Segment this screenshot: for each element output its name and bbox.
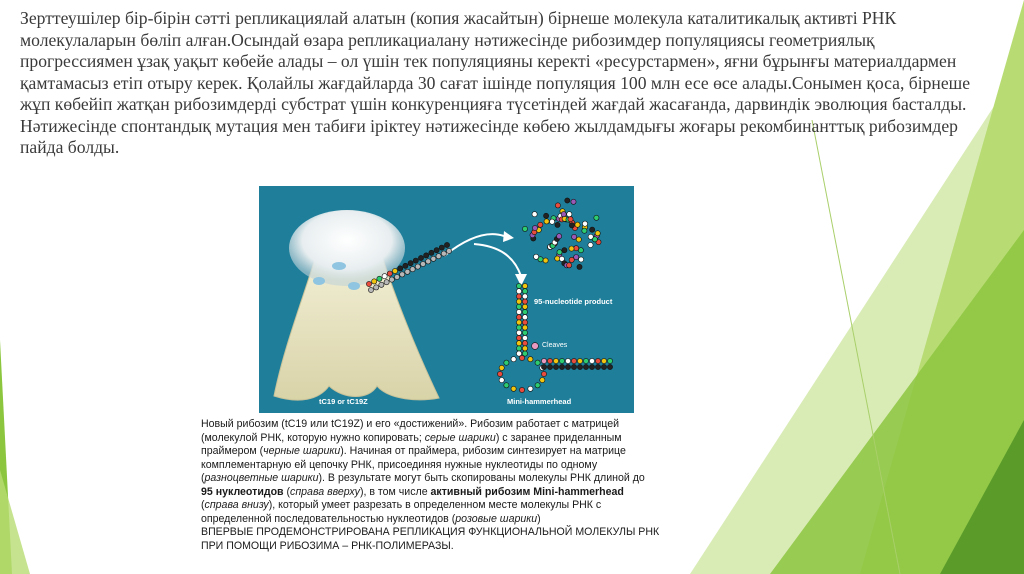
rna-bead: [431, 256, 436, 261]
rna-bead: [541, 371, 546, 376]
rna-bead: [582, 228, 587, 233]
rna-bead: [588, 242, 593, 247]
rna-bead: [522, 226, 527, 231]
caption-text: определенной последовательностью нуклеотидов (: [201, 512, 456, 525]
rna-bead: [516, 315, 521, 320]
rna-bead: [541, 358, 546, 363]
rna-bead: [532, 343, 539, 350]
rna-bead: [543, 258, 548, 263]
rna-bead: [528, 386, 533, 391]
rna-bead: [379, 282, 384, 287]
rna-bead: [410, 267, 415, 272]
caption-caps: ВПЕРВЫЕ ПРОДЕМОНСТРИРОВАНА РЕПЛИКАЦИЯ ФУНКЦИОНАЛЬНОЙ МОЛЕКУЛЫ РНК: [201, 526, 660, 538]
rna-bead: [577, 364, 582, 369]
rna-bead: [504, 383, 509, 388]
rna-bead: [571, 358, 576, 363]
rna-bead: [607, 364, 612, 369]
rna-bead: [565, 198, 570, 203]
caption-line: [201, 513, 691, 527]
caption-line: [201, 540, 691, 554]
caption-text: ), в том числе: [359, 485, 431, 498]
caption-italic: розовые шарики: [455, 512, 538, 525]
caption-text: (: [283, 485, 291, 498]
caption-text: (молекулой РНК, которую нужно копировать;: [201, 431, 425, 444]
rna-bead: [516, 283, 521, 288]
rna-bead: [444, 242, 449, 247]
rna-bead: [522, 330, 527, 335]
caption-text: ), который умеет разрезать в определенном месте молекулы РНК с: [268, 499, 602, 511]
caption-italic: справа вверху: [290, 485, 360, 498]
rna-bead: [522, 341, 527, 346]
rna-bead: [557, 234, 562, 239]
rna-bead: [540, 378, 545, 383]
rna-bead: [504, 360, 509, 365]
rna-bead: [400, 272, 405, 277]
main-paragraph: Зерттеушілер бір-бірін сәтті репликациялай алатын (копия жасайтын) бірнеше молекула каталитикалық активті РНК молекулаларын бөліп алған.Осындай өзара репликациалану нәтижесінде рибозимдер популяциясы геометриялық прогрессиямен ұзақ уақыт көбейе алады – ол үшін тек популяцияны керекті «ресурстармен», яғни бұрынғы материалдармен қамтамасыз етіп отыру керек. Қолайлы жағдайларда 30 сағат ішінде популяция 100 млн есе өсе алады.Сонымен қоса, бірнеше жұп көбейіп жатқан рибозимдерді субстрат үшін конкуренцияға түсетіндей жағдай жасағанда, дарвиндік эволюция басталды. Нәтижесінде спонтандық мутация мен табиғи іріктеу нәтижесінде көбею жылдамдығы жоғары рекомбинанттық рибозимдер пайда болды.: [20, 8, 971, 157]
arrow-to-product: [444, 234, 504, 256]
caption-text: ). В результате могут быть скопированы молекулы РНК длиной до: [318, 472, 645, 484]
arrow-head: [503, 231, 514, 242]
rna-bead: [516, 320, 521, 325]
caption-bold: активный рибозим Mini-hammerhead: [430, 485, 624, 498]
rna-bead: [557, 250, 562, 255]
rna-bead: [511, 357, 516, 362]
rna-bead: [562, 248, 567, 253]
rna-bead: [522, 299, 527, 304]
rna-bead: [528, 357, 533, 362]
rna-bead: [368, 287, 373, 292]
rna-bead: [374, 285, 379, 290]
rna-bead: [516, 299, 521, 304]
rna-bead: [577, 358, 582, 363]
caption-text: праймером (: [201, 445, 264, 457]
rna-bead: [589, 364, 594, 369]
rna-bead: [403, 263, 408, 268]
facet-left-light: [0, 470, 30, 574]
rna-bead: [569, 223, 574, 228]
caption-line: [201, 432, 691, 446]
rna-bead: [413, 258, 418, 263]
rna-bead: [382, 274, 387, 279]
rna-bead: [405, 269, 410, 274]
rna-bead: [436, 254, 441, 259]
rna-bead: [550, 219, 555, 224]
ribozyme-illustration: [259, 186, 634, 413]
rna-bead: [541, 364, 546, 369]
rna-bead: [516, 309, 521, 314]
rna-bead: [522, 309, 527, 314]
rna-bead: [569, 257, 574, 262]
rna-bead: [574, 246, 579, 251]
rna-bead: [499, 365, 504, 370]
rna-bead: [577, 264, 582, 269]
rna-bead: [516, 341, 521, 346]
rna-bead: [522, 283, 527, 288]
rna-bead: [579, 257, 584, 262]
figure-caption: [201, 418, 691, 553]
rna-bead: [389, 277, 394, 282]
rna-bead: [544, 213, 549, 218]
rna-bead: [429, 250, 434, 255]
rna-bead: [394, 274, 399, 279]
rna-bead: [522, 346, 527, 351]
rna-bead: [516, 289, 521, 294]
rna-bead: [519, 387, 524, 392]
rna-bead: [589, 358, 594, 363]
rna-bead: [561, 212, 566, 217]
caption-line: [201, 418, 691, 432]
pocket: [313, 277, 325, 285]
rna-bead: [516, 330, 521, 335]
rna-bead: [420, 261, 425, 266]
caption-text: ). Начиная от праймера, рибозим синтезирует на матрице: [340, 445, 626, 457]
rna-bead: [511, 386, 516, 391]
caption-italic: серые шарики: [424, 431, 496, 444]
rna-bead: [446, 248, 451, 253]
caption-italic: разноцветные шарики: [204, 472, 319, 484]
rna-bead: [594, 215, 599, 220]
rna-bead: [519, 355, 524, 360]
rna-bead: [398, 266, 403, 271]
rna-bead: [535, 383, 540, 388]
caption-text: ): [537, 512, 541, 525]
rna-bead: [572, 234, 577, 239]
caption-line: [201, 526, 691, 540]
rna-bead: [583, 358, 588, 363]
rna-bead: [516, 304, 521, 309]
rna-bead: [565, 358, 570, 363]
rna-bead: [559, 358, 564, 363]
rna-bead: [567, 212, 572, 217]
rna-bead: [499, 378, 504, 383]
caption-line: [201, 445, 691, 459]
caption-bold: 95 нуклеотидов: [201, 485, 284, 498]
caption-text: ) с заранее приделанным: [495, 431, 622, 444]
rna-bead: [590, 227, 595, 232]
rna-bead: [522, 335, 527, 340]
label-product: 95-nucleotide product: [534, 297, 613, 306]
rna-bead: [582, 221, 587, 226]
rna-bead: [439, 245, 444, 250]
rna-bead: [497, 371, 502, 376]
rna-bead: [387, 271, 392, 276]
rna-bead: [538, 222, 543, 227]
rna-bead: [555, 222, 560, 227]
rna-bead: [377, 276, 382, 281]
rna-bead: [522, 294, 527, 299]
rna-bead: [532, 225, 537, 230]
rna-bead: [418, 255, 423, 260]
rna-bead: [575, 222, 580, 227]
rna-bead: [595, 364, 600, 369]
rna-bead: [568, 217, 573, 222]
pocket: [348, 282, 360, 290]
caption-italic: черные шарики: [263, 445, 341, 457]
rna-bead: [516, 325, 521, 330]
rna-bead: [535, 360, 540, 365]
rna-bead: [565, 364, 570, 369]
rna-bead: [571, 364, 576, 369]
label-hammerhead: Mini-hammerhead: [507, 397, 572, 406]
rna-bead: [516, 346, 521, 351]
ribozyme-figure: [259, 186, 634, 413]
rna-bead: [569, 246, 574, 251]
rna-bead: [534, 254, 539, 259]
caption-line: [201, 459, 691, 473]
rna-bead: [547, 364, 552, 369]
rna-bead: [424, 253, 429, 258]
rna-bead: [595, 358, 600, 363]
rna-bead: [583, 364, 588, 369]
rna-bead: [441, 251, 446, 256]
rna-bead: [522, 304, 527, 309]
rna-bead: [555, 203, 560, 208]
rna-bead: [522, 320, 527, 325]
caption-italic: справа внизу: [204, 499, 269, 511]
rna-bead: [544, 219, 549, 224]
rna-bead: [567, 263, 572, 268]
rna-bead: [588, 234, 593, 239]
label-cleaves: Cleaves: [542, 342, 568, 349]
rna-bead: [408, 261, 413, 266]
rna-bead: [601, 358, 606, 363]
rna-bead: [571, 199, 576, 204]
rna-bead: [372, 279, 377, 284]
label-ribozyme: tC19 or tC19Z: [319, 397, 368, 406]
caption-caps: ПРИ ПОМОЩИ РИБОЗИМА – РНК-ПОЛИМЕРАЗЫ.: [201, 539, 454, 552]
rna-bead: [366, 281, 371, 286]
caption-text: комплементарную ей цепочку РНК, присоединяя нужные нуклеотиды по одному: [201, 458, 598, 471]
rna-bead: [522, 325, 527, 330]
rna-bead: [434, 248, 439, 253]
rna-bead: [516, 335, 521, 340]
caption-line: [201, 499, 691, 513]
rna-bead: [522, 289, 527, 294]
arrow-to-hammerhead: [474, 244, 521, 276]
rna-bead: [547, 358, 552, 363]
rna-bead: [415, 264, 420, 269]
rna-bead: [384, 280, 389, 285]
rna-bead: [516, 294, 521, 299]
rna-bead: [532, 212, 537, 217]
rna-bead: [576, 237, 581, 242]
pocket: [332, 262, 346, 270]
rna-bead: [553, 358, 558, 363]
rna-bead: [392, 268, 397, 273]
rna-bead: [559, 364, 564, 369]
rna-bead: [553, 364, 558, 369]
rna-bead: [522, 315, 527, 320]
caption-text: (: [201, 472, 205, 484]
caption-text: Новый рибозим (tC19 или tC19Z) и его «достижений». Рибозим работает с матрицей: [201, 418, 620, 430]
rna-bead: [601, 364, 606, 369]
caption-text: (: [201, 499, 205, 511]
caption-line: [201, 472, 691, 486]
rna-bead: [595, 231, 600, 236]
caption-line: [201, 486, 691, 500]
rna-bead: [607, 358, 612, 363]
rna-bead: [426, 259, 431, 264]
